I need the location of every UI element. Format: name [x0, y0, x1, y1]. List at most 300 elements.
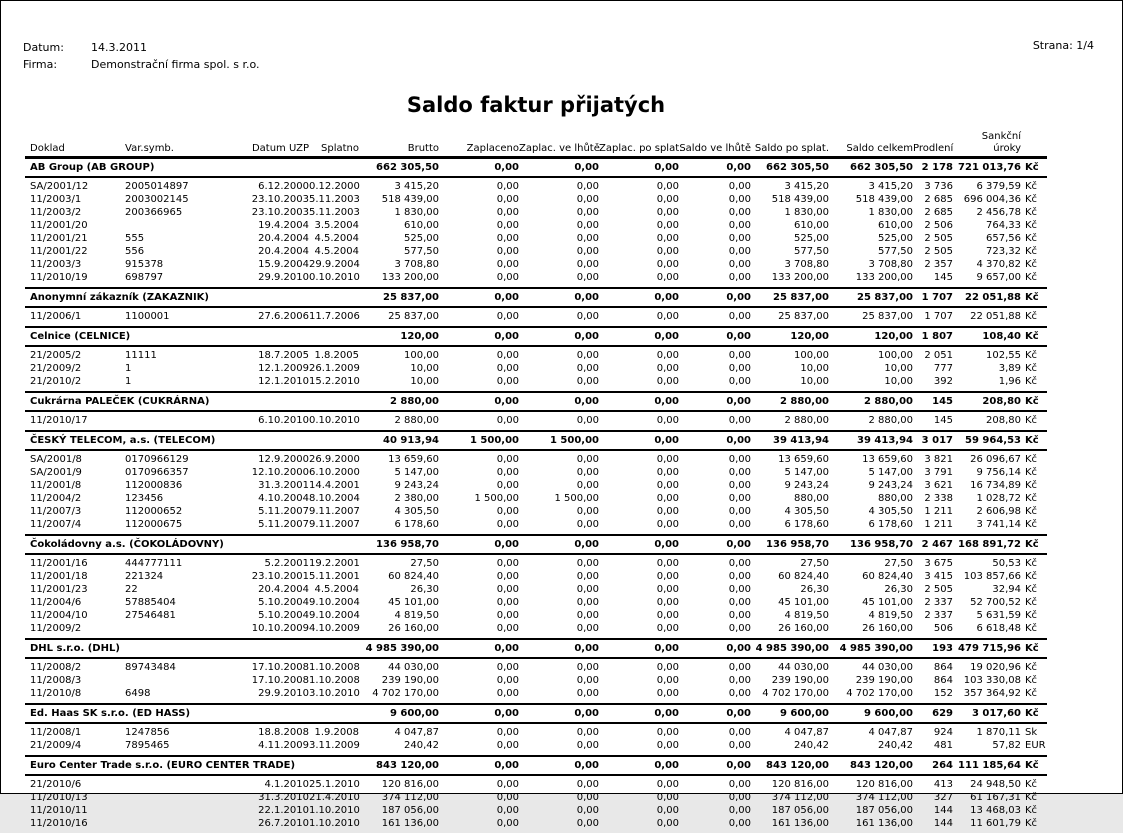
cell: 19.4.2004: [258, 220, 309, 231]
invoice-row: [25, 570, 1047, 583]
cell: 4 819,50: [868, 610, 913, 621]
cell: 45 101,00: [778, 597, 829, 608]
cell: 0,00: [728, 584, 751, 595]
group-total: 1 707: [921, 292, 953, 303]
group-total: 0,00: [574, 162, 599, 173]
cell: 145: [933, 415, 953, 426]
header-sankcni-uroky-line2: úroky: [993, 143, 1021, 154]
group-total: 111 185,64: [958, 760, 1021, 771]
cell: 0,00: [496, 311, 519, 322]
group-total: 843 120,00: [850, 760, 913, 771]
cell: 22 051,88: [970, 311, 1021, 322]
cell: 0,00: [496, 662, 519, 673]
cell: 60 824,40: [778, 571, 829, 582]
cell: 120 816,00: [381, 779, 439, 790]
cell: 0.10.2010: [309, 415, 360, 426]
cell: 0,00: [576, 792, 599, 803]
invoice-row: [25, 518, 1047, 531]
cell: Kč: [1025, 233, 1038, 244]
cell: 880,00: [878, 493, 913, 504]
cell: Kč: [1025, 311, 1038, 322]
cell: 0,00: [576, 688, 599, 699]
invoice-row: [25, 479, 1047, 492]
cell: 864: [933, 662, 953, 673]
group-name: Anonymní zákazník (ZAKAZNIK): [30, 292, 209, 303]
invoice-row: [25, 557, 1047, 570]
cell: 57,82: [992, 740, 1021, 751]
cell: 0,00: [656, 181, 679, 192]
cell: 777: [933, 363, 953, 374]
cell: 0,00: [728, 506, 751, 517]
group-total: 0,00: [654, 643, 679, 654]
cell: Kč: [1025, 194, 1038, 205]
cell: 89743484: [125, 662, 176, 673]
group-total: 25 837,00: [773, 292, 829, 303]
cell: 0,00: [576, 740, 599, 751]
group-total: 0,00: [654, 292, 679, 303]
cell: 0,00: [728, 558, 751, 569]
cell: 0,00: [728, 272, 751, 283]
cell: 0,00: [656, 779, 679, 790]
cell: 11/2006/1: [30, 311, 82, 322]
cell: 0,00: [656, 727, 679, 738]
supplier-section: [25, 755, 1047, 833]
cell: 0,00: [656, 363, 679, 374]
invoice-row: [25, 505, 1047, 518]
cell: 3 415,20: [868, 181, 913, 192]
cell: 12.9.2000: [258, 454, 309, 465]
group-total: 629: [932, 708, 953, 719]
cell: 11/2010/11: [30, 805, 88, 816]
group-total: 843 120,00: [376, 760, 439, 771]
cell: 525,00: [794, 233, 829, 244]
cell: 11/2001/18: [30, 571, 88, 582]
cell: 21/2009/4: [30, 740, 82, 751]
cell: 0,00: [496, 246, 519, 257]
cell: 9 243,24: [394, 480, 439, 491]
cell: 26.7.2010: [258, 818, 309, 829]
cell: 0,00: [656, 662, 679, 673]
cell: 103 857,66: [963, 571, 1021, 582]
cell: 0170966357: [125, 467, 189, 478]
cell: 1 830,00: [394, 207, 439, 218]
cell: 5.10.2004: [258, 597, 309, 608]
cell: 4 702 170,00: [762, 688, 829, 699]
cell: 112000836: [125, 480, 183, 491]
cell: 23.10.2003: [251, 194, 309, 205]
invoice-row: [25, 466, 1047, 479]
group-total: 0,00: [574, 292, 599, 303]
cell: 0,00: [576, 727, 599, 738]
invoice-row: [25, 453, 1047, 466]
cell: 100,00: [404, 350, 439, 361]
group-total: Kč: [1025, 760, 1039, 771]
cell: Kč: [1025, 558, 1038, 569]
cell: 327: [933, 792, 953, 803]
cell: 0,00: [656, 571, 679, 582]
cell: 21/2010/2: [30, 376, 82, 387]
group-total: 39 413,94: [857, 435, 913, 446]
group-total: 0,00: [654, 331, 679, 342]
cell: 2 456,78: [976, 207, 1021, 218]
cell: 5.11.2003: [309, 194, 360, 205]
cell: 11/2001/22: [30, 246, 88, 257]
cell: 25 837,00: [862, 311, 913, 322]
cell: 18.8.2008: [258, 727, 309, 738]
cell: 481: [933, 740, 953, 751]
invoice-row: [25, 596, 1047, 609]
cell: 0,00: [656, 467, 679, 478]
invoice-row: [25, 180, 1047, 193]
cell: 23.10.2001: [251, 571, 309, 582]
group-total: 0,00: [654, 760, 679, 771]
cell: 0,00: [728, 376, 751, 387]
cell: 0,00: [728, 194, 751, 205]
cell: 112000652: [125, 506, 183, 517]
cell: 0,00: [576, 584, 599, 595]
group-total: 0,00: [574, 760, 599, 771]
cell: 1247856: [125, 727, 170, 738]
group-rows: [25, 178, 1047, 287]
supplier-section: [25, 391, 1047, 430]
group-total: 0,00: [494, 760, 519, 771]
cell: 915378: [125, 259, 164, 270]
cell: 21/2005/2: [30, 350, 82, 361]
group-total: 0,00: [574, 331, 599, 342]
cell: 4.1.2010: [264, 779, 309, 790]
group-total: Kč: [1025, 643, 1039, 654]
cell: 0,00: [728, 818, 751, 829]
group-total: 193: [932, 643, 953, 654]
cell: 11/2001/8: [30, 480, 82, 491]
cell: 11/2009/2: [30, 623, 82, 634]
cell: 2 380,00: [394, 493, 439, 504]
cell: 24 948,50: [970, 779, 1021, 790]
cell: 11/2003/1: [30, 194, 82, 205]
group-name: Cukrárna PALEČEK (CUKRÁRNA): [30, 396, 210, 407]
cell: 2 880,00: [394, 415, 439, 426]
cell: 1,96: [998, 376, 1021, 387]
cell: 4.10.2004: [258, 493, 309, 504]
group-total: 0,00: [574, 643, 599, 654]
cell: 0,00: [656, 415, 679, 426]
cell: 0,00: [576, 454, 599, 465]
cell: 0,00: [496, 597, 519, 608]
group-total: 9 600,00: [779, 708, 829, 719]
cell: 0,00: [496, 675, 519, 686]
group-total: 0,00: [574, 539, 599, 550]
cell: 0,00: [728, 181, 751, 192]
group-total: 1 500,00: [549, 435, 599, 446]
cell: 1 211: [924, 519, 953, 530]
group-total: 4 985 390,00: [755, 643, 829, 654]
cell: 26 160,00: [778, 623, 829, 634]
cell: 11/2003/2: [30, 207, 82, 218]
group-total: 662 305,50: [766, 162, 829, 173]
cell: [125, 674, 225, 687]
cell: 103 330,08: [963, 675, 1021, 686]
cell: 29.9.2010: [258, 272, 309, 283]
cell: 13 659,60: [778, 454, 829, 465]
group-total: 721 013,76: [958, 162, 1021, 173]
cell: 5.2.2001: [264, 558, 309, 569]
cell: 0,00: [728, 415, 751, 426]
group-row: [25, 640, 1047, 659]
header-saldo-celkem: Saldo celkem: [846, 143, 913, 154]
cell: 6 178,60: [394, 519, 439, 530]
cell: 0,00: [728, 233, 751, 244]
cell: 27.6.2006: [258, 311, 309, 322]
cell: 3.11.2009: [309, 740, 360, 751]
cell: 11/2004/10: [30, 610, 88, 621]
cell: 6 379,59: [976, 181, 1021, 192]
cell: 11/2003/3: [30, 259, 82, 270]
group-total: Kč: [1025, 162, 1039, 173]
cell: 3 791: [924, 467, 953, 478]
cell: 374 112,00: [855, 792, 913, 803]
cell: 0,00: [496, 584, 519, 595]
cell: 2 357: [924, 259, 953, 270]
cell: 610,00: [404, 220, 439, 231]
cell: Kč: [1025, 675, 1038, 686]
group-total: 2 880,00: [863, 396, 913, 407]
group-rows: [25, 412, 1047, 430]
cell: Kč: [1025, 181, 1038, 192]
group-rows: [25, 776, 1047, 833]
header-zaplaceno: Zaplaceno: [466, 143, 519, 154]
cell: Kč: [1025, 610, 1038, 621]
cell: 392: [933, 376, 953, 387]
group-total: 120,00: [790, 331, 829, 342]
header-doklad: Doklad: [30, 143, 65, 154]
cell: 187 056,00: [381, 805, 439, 816]
report-meta: [23, 39, 260, 73]
cell: 16 734,89: [970, 480, 1021, 491]
cell: 17.10.2008: [251, 662, 309, 673]
cell: SA/2001/12: [30, 181, 89, 192]
cell: Kč: [1025, 272, 1038, 283]
group-total: 0,00: [494, 539, 519, 550]
cell: 0,00: [656, 480, 679, 491]
cell: 102,55: [986, 350, 1021, 361]
cell: 21/2009/2: [30, 363, 82, 374]
cell: 4 305,50: [868, 506, 913, 517]
cell: 5.11.2007: [258, 519, 309, 530]
group-total: 208,80: [982, 396, 1021, 407]
cell: Kč: [1025, 779, 1038, 790]
cell: 0,00: [496, 181, 519, 192]
cell: 525,00: [878, 233, 913, 244]
cell: 0,00: [576, 610, 599, 621]
cell: 26,30: [884, 584, 913, 595]
cell: Kč: [1025, 688, 1038, 699]
cell: 0,00: [576, 220, 599, 231]
date-value: 14.3.2011: [91, 41, 147, 54]
group-total: 0,00: [654, 539, 679, 550]
cell: 0,00: [496, 519, 519, 530]
cell: 0,00: [656, 597, 679, 608]
header-brutto: Brutto: [407, 143, 439, 154]
cell: 3 708,80: [784, 259, 829, 270]
cell: 0,00: [728, 571, 751, 582]
cell: 10,00: [410, 376, 439, 387]
cell: 698797: [125, 272, 164, 283]
cell: 0,00: [576, 350, 599, 361]
cell: 0,00: [656, 233, 679, 244]
cell: 44 030,00: [778, 662, 829, 673]
cell: 413: [933, 779, 953, 790]
cell: 0,00: [728, 246, 751, 257]
invoice-row: [25, 609, 1047, 622]
cell: 123456: [125, 493, 164, 504]
cell: 11/2008/2: [30, 662, 82, 673]
group-total: 9 600,00: [389, 708, 439, 719]
cell: 26.1.2009: [309, 363, 360, 374]
cell: 0,00: [576, 623, 599, 634]
group-total: 108,40: [982, 331, 1021, 342]
group-total: 0,00: [494, 292, 519, 303]
cell: 11 601,79: [970, 818, 1021, 829]
cell: 1.9.2008: [314, 727, 359, 738]
group-total: 59 964,53: [965, 435, 1021, 446]
cell: 6.10.2000: [309, 467, 360, 478]
cell: 0,00: [656, 623, 679, 634]
invoice-table: [25, 131, 1047, 833]
cell: 26,30: [800, 584, 829, 595]
cell: 145: [933, 272, 953, 283]
invoice-row: [25, 739, 1047, 752]
cell: 25 837,00: [778, 311, 829, 322]
cell: 57885404: [125, 597, 176, 608]
cell: 3 708,80: [394, 259, 439, 270]
cell: 3 736: [924, 181, 953, 192]
cell: [125, 791, 225, 804]
supplier-section: [25, 638, 1047, 703]
cell: 0,00: [728, 623, 751, 634]
cell: Kč: [1025, 519, 1038, 530]
group-total: 2 178: [921, 162, 953, 173]
cell: 61 167,31: [970, 792, 1021, 803]
cell: 45 101,00: [388, 597, 439, 608]
cell: 11/2004/6: [30, 597, 82, 608]
cell: SA/2001/8: [30, 454, 82, 465]
cell: 657,56: [986, 233, 1021, 244]
group-total: 0,00: [726, 708, 751, 719]
cell: 0,00: [496, 688, 519, 699]
cell: 11/2010/13: [30, 792, 88, 803]
cell: 0,00: [656, 194, 679, 205]
cell: 0,00: [496, 220, 519, 231]
cell: 6 178,60: [868, 519, 913, 530]
cell: 11/2008/3: [30, 675, 82, 686]
cell: 4 047,87: [784, 727, 829, 738]
cell: 12.10.2000: [251, 467, 309, 478]
cell: 4 819,50: [394, 610, 439, 621]
cell: 518 439,00: [855, 194, 913, 205]
cell: 518 439,00: [771, 194, 829, 205]
cell: 239 190,00: [855, 675, 913, 686]
cell: 2 505: [924, 233, 953, 244]
group-name: Čokoládovny a.s. (ČOKOLÁDOVNY): [30, 539, 224, 550]
cell: 0,00: [576, 311, 599, 322]
cell: 0,00: [656, 675, 679, 686]
cell: 239 190,00: [381, 675, 439, 686]
header-zaplac-po-splat: Zaplac. po splat.: [599, 143, 683, 154]
cell: 221324: [125, 571, 164, 582]
cell: 20.4.2004: [258, 233, 309, 244]
cell: 11/2010/17: [30, 415, 88, 426]
cell: 0,00: [656, 454, 679, 465]
cell: 133 200,00: [855, 272, 913, 283]
group-row: [25, 432, 1047, 451]
cell: 374 112,00: [381, 792, 439, 803]
cell: 4 047,87: [868, 727, 913, 738]
cell: 0,00: [496, 415, 519, 426]
group-total: 662 305,50: [850, 162, 913, 173]
cell: 1 830,00: [784, 207, 829, 218]
group-total: 3 017: [921, 435, 953, 446]
group-total: 136 958,70: [850, 539, 913, 550]
cell: 444777111: [125, 558, 183, 569]
group-row: [25, 705, 1047, 724]
cell: 112000675: [125, 519, 183, 530]
cell: 2005014897: [125, 181, 189, 192]
cell: 0,00: [496, 363, 519, 374]
group-name: Ed. Haas SK s.r.o. (ED HASS): [30, 708, 191, 719]
header-splatno: Splatno: [321, 143, 359, 154]
cell: 0,00: [576, 571, 599, 582]
group-name: ČESKÝ TELECOM, a.s. (TELECOM): [30, 435, 216, 446]
cell: 1: [125, 376, 132, 387]
cell: 0,00: [656, 207, 679, 218]
cell: 0,00: [656, 558, 679, 569]
cell: [125, 804, 225, 817]
group-total: 843 120,00: [766, 760, 829, 771]
cell: 577,50: [878, 246, 913, 257]
cell: 52 700,52: [970, 597, 1021, 608]
firm-label: Firma:: [23, 58, 58, 71]
cell: 1 830,00: [868, 207, 913, 218]
cell: 5.11.2003: [309, 207, 360, 218]
invoice-row: [25, 349, 1047, 362]
cell: 25.1.2010: [309, 779, 360, 790]
group-total: 2 880,00: [779, 396, 829, 407]
cell: 4 305,50: [394, 506, 439, 517]
group-total: 145: [932, 396, 953, 407]
cell: 0,00: [496, 350, 519, 361]
cell: 0,00: [496, 272, 519, 283]
cell: 0170966129: [125, 454, 189, 465]
group-total: 1 807: [921, 331, 953, 342]
cell: 0,00: [576, 480, 599, 491]
cell: 0,00: [496, 818, 519, 829]
group-total: Kč: [1025, 396, 1039, 407]
cell: 2 051: [924, 350, 953, 361]
cell: Kč: [1025, 493, 1038, 504]
cell: 10,00: [800, 363, 829, 374]
cell: 200366965: [125, 207, 183, 218]
cell: 1 028,72: [976, 493, 1021, 504]
cell: 0,00: [576, 181, 599, 192]
invoice-row: [25, 232, 1047, 245]
cell: 555: [125, 233, 145, 244]
cell: 133 200,00: [771, 272, 829, 283]
group-total: 0,00: [726, 643, 751, 654]
cell: 120 816,00: [855, 779, 913, 790]
invoice-row: [25, 219, 1047, 232]
cell: 21.4.2010: [309, 792, 360, 803]
cell: 0,00: [728, 519, 751, 530]
